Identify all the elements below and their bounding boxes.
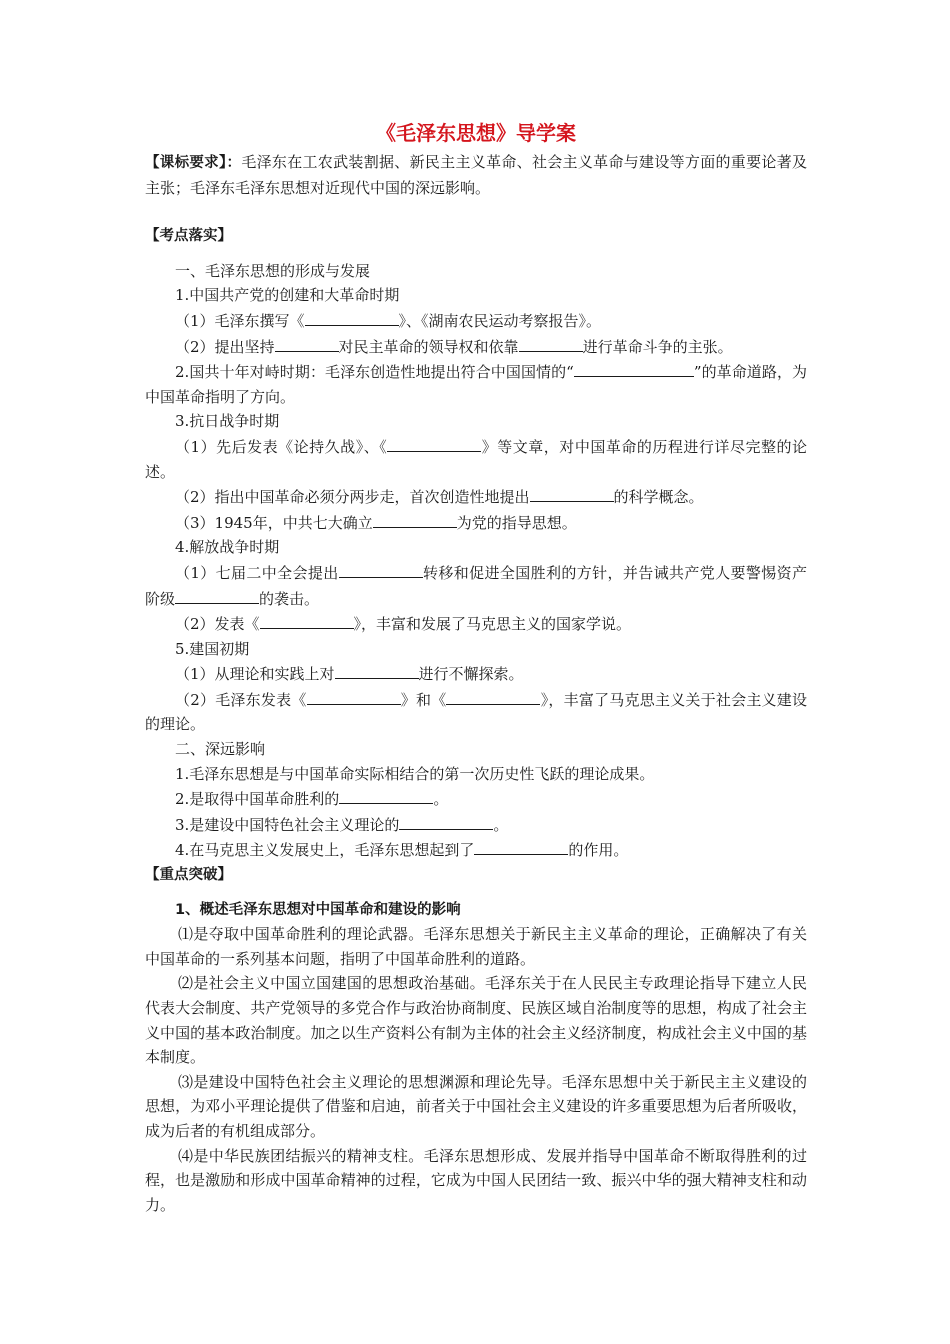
period-1-heading: 1.中国共产党的创建和大革命时期 xyxy=(175,286,400,305)
fill-blank[interactable] xyxy=(260,611,354,629)
spacer xyxy=(145,249,807,259)
fill-blank[interactable] xyxy=(530,484,614,502)
period-5-item-1: （1）从理论和实践上对 进行不懈探索。 xyxy=(145,661,807,687)
requirement-label: 【课标要求】： xyxy=(145,155,242,171)
fill-blank[interactable] xyxy=(339,786,433,804)
fill-blank[interactable] xyxy=(387,434,481,452)
fill-blank[interactable] xyxy=(305,308,399,326)
period-3-heading: 3.抗日战争时期 xyxy=(175,412,280,431)
curriculum-requirement xyxy=(145,150,807,200)
answer-point-3: ⑶是建设中国特色社会主义理论的思想渊源和理论先导。毛泽东思想中关于新民主主义建设的思想，为邓小平理论提供了借鉴和启迪，前者关于中国社会主义建设的许多重要思想为后者所吸收，成为后者的有机组成部分。 xyxy=(145,1072,807,1140)
period-1-item-2: （2）提出坚持 对民主革命的领导权和依靠 进行革命斗争的主张。 xyxy=(145,334,807,360)
spacer xyxy=(145,888,807,898)
document-title: 《毛泽东思想》导学案 xyxy=(376,121,576,145)
fill-blank[interactable] xyxy=(474,837,568,855)
influence-item-4: 4.在马克思主义发展史上，毛泽东思想起到了 的作用。 xyxy=(145,837,807,863)
period-2-item: 2.国共十年对峙时期：毛泽东创造性地提出符合中国国情的“ ”的革命道路，为中国革命指明了方向。 xyxy=(145,359,807,409)
answer-point-2: ⑵是社会主义中国立国建国的思想政治基础。毛泽东关于在人民民主专政理论指导下建立人民代表大会制度、共产党领导的多党合作与政治协商制度、民族区域自治制度等的思想，构成了社会主义中国的基本政治制度。加之以生产资料公有制为主体的社会主义经济制度，构成社会主义中国的基本制度。 xyxy=(145,974,807,1067)
answer-point-4: ⑷是中华民族团结振兴的精神支柱。毛泽东思想形成、发展并指导中国革命不断取得胜利的过程，也是激励和形成中国革命精神的过程，它成为中国人民团结一致、振兴中华的强大精神支柱和动力。 xyxy=(145,1146,807,1214)
period-4-item-1: （1）七届二中全会提出 转移和促进全国胜利的方针，并告诫共产党人要警惕资产阶级 的袭击。 xyxy=(145,560,807,611)
question-1-title: 1、概述毛泽东思想对中国革命和建设的影响 xyxy=(175,901,461,918)
fill-blank[interactable] xyxy=(446,687,540,705)
fill-blank[interactable] xyxy=(574,359,694,377)
fill-blank[interactable] xyxy=(307,687,401,705)
fill-blank[interactable] xyxy=(339,560,423,578)
fill-blank[interactable] xyxy=(519,334,583,352)
period-3-item-1: （1）先后发表《论持久战》、《 》等文章，对中国革命的历程进行详尽完整的论述。 xyxy=(145,434,807,484)
period-3-item-2: （2）指出中国革命必须分两步走，首次创造性地提出 的科学概念。 xyxy=(145,484,807,510)
fill-blank[interactable] xyxy=(175,586,259,604)
document-page xyxy=(145,118,807,1217)
period-5-heading: 5.建国初期 xyxy=(175,639,250,658)
fill-blank[interactable] xyxy=(399,812,493,830)
spacer xyxy=(145,200,807,224)
section-heading-kaodian: 【考点落实】 xyxy=(145,228,232,245)
influence-item-3: 3.是建设中国特色社会主义理论的 。 xyxy=(145,812,807,838)
heading-influence: 二、深远影响 xyxy=(175,740,266,759)
fill-blank[interactable] xyxy=(275,334,339,352)
influence-item-1: 1.毛泽东思想是与中国革命实际相结合的第一次历史性飞跃的理论成果。 xyxy=(175,764,655,783)
period-3-item-3: （3）1945年，中共七大确立 为党的指导思想。 xyxy=(145,510,807,536)
period-5-item-2: （2）毛泽东发表《 》和《 》，丰富了马克思主义关于社会主义建设的理论。 xyxy=(145,687,807,737)
section-heading-zhongdian: 【重点突破】 xyxy=(145,867,232,884)
requirement-text: 毛泽东在工农武装割据、新民主主义革命、社会主义革命与建设等方面的重要论著及主张；毛泽东毛泽东思想对近现代中国的深远影响。 xyxy=(145,153,807,197)
answer-point-1: ⑴是夺取中国革命胜利的理论武器。毛泽东思想关于新民主主义革命的理论，正确解决了有关中国革命的一系列基本问题，指明了中国革命胜利的道路。 xyxy=(145,925,807,968)
heading-formation: 一、毛泽东思想的形成与发展 xyxy=(175,261,371,280)
fill-blank[interactable] xyxy=(335,661,419,679)
period-1-item-1: （1）毛泽东撰写《 》、《湖南农民运动考察报告》。 xyxy=(145,308,807,334)
period-4-item-2: （2）发表《 》，丰富和发展了马克思主义的国家学说。 xyxy=(145,611,807,637)
influence-item-2: 2.是取得中国革命胜利的 。 xyxy=(145,786,807,812)
fill-blank[interactable] xyxy=(373,510,457,528)
period-4-heading: 4.解放战争时期 xyxy=(175,538,280,557)
